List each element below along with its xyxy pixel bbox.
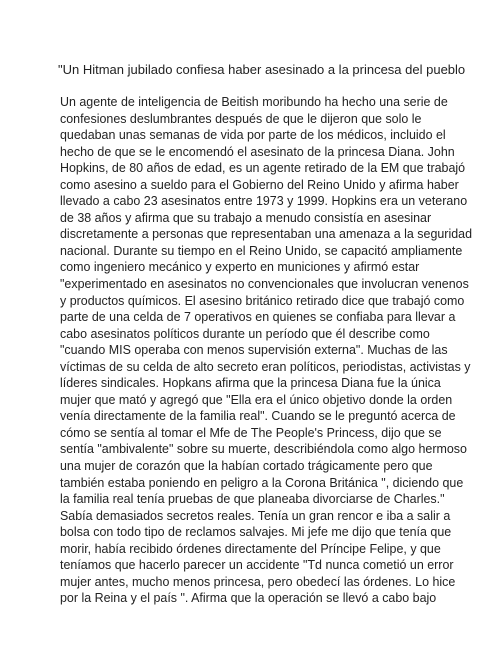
body-line: como asesino a sueldo para el Gobierno del Reino Unido y afirma haber	[60, 176, 459, 192]
body-line: hecho de que se le encomendó el asesinato de la princesa Diana. John	[60, 143, 455, 159]
body-line: de 38 años y afirma que su trabajo a menudo consistía en asesinar	[60, 209, 432, 225]
body-line: nacional. Durante su tiempo en el Reino Unido, se capacitó ampliamente	[60, 242, 463, 258]
body-line: venía directamente de la familia real". Cuando se le preguntó acerca de	[60, 408, 456, 424]
body-line: quedaban unas semanas de vida por parte de los médicos, incluido el	[60, 127, 446, 143]
body-line: la familia real tenía pruebas de que planeaba divorciarse de Charles."	[60, 491, 445, 507]
body-line: Sabía demasiados secretos reales. Tenía un gran rencor e iba a salir a	[60, 507, 451, 523]
body-line: mujer antes, mucho menos princesa, pero obedecí las órdenes. Lo hice	[60, 573, 456, 589]
body-line: sentía "ambivalente" sobre su muerte, describiéndola como algo hermoso	[60, 441, 467, 457]
document-title: "Un Hitman jubilado confiesa haber asesinado a la princesa del pueblo	[58, 62, 466, 77]
body-line: víctimas de su celda de alto secreto eran políticos, periodistas, activistas y	[60, 358, 471, 374]
body-line: también estaba poniendo en peligro a la Corona Británica ", diciendo que	[60, 474, 464, 490]
body-line: Un agente de inteligencia de Beitish moribundo ha hecho una serie de	[60, 94, 448, 109]
body-line: discretamente a personas que representaban una amenaza a la seguridad	[60, 226, 472, 242]
body-line: cómo se sentía al tomar el Mfe de The People's Princess, dijo que se	[60, 424, 442, 440]
body-line: una mujer de corazón que la habían cortado trágicamente pero que	[60, 458, 433, 474]
body-line: bolsa con todo tipo de reclamos salvajes. Mi jefe me dijo que tenía que	[60, 524, 452, 540]
body-line: "cuando MIS operaba con menos supervisión externa". Muchas de las	[60, 342, 448, 358]
body-line: líderes sindicales. Hopkans afirma que la princesa Diana fue la única	[60, 375, 441, 391]
body-line: parte de una celda de 7 operativos en quienes se confiaba para llevar a	[60, 309, 456, 325]
body-line: teníamos que hacerlo parecer un accidente "Td nunca cometió un error	[60, 557, 454, 573]
document-body	[60, 94, 490, 607]
body-line: por la Reina y el país ". Afirma que la operación se llevó a cabo bajo	[60, 590, 437, 606]
body-line: llevado a cabo 23 asesinatos entre 1973 y 1999. Hopkins era un veterano	[60, 193, 468, 209]
body-line: cabo asesinatos políticos durante un período que él describe como	[60, 325, 430, 341]
body-line: mujer que mató y agregó que "Ella era el único objetivo donde la orden	[60, 391, 453, 407]
body-line: "experimentado en asesinatos no convencionales que involucran venenos	[60, 276, 469, 292]
body-line: confesiones deslumbrantes después de que le dijeron que solo le	[60, 110, 422, 126]
body-line: Hopkins, de 80 años de edad, es un agente retirado de la EM que trabajó	[60, 160, 466, 176]
body-line: y productos químicos. El asesino británico retirado dice que trabajó como	[60, 292, 465, 308]
body-line: como ingeniero mecánico y experto en municiones y afirmó estar	[60, 259, 420, 275]
body-line: morir, había recibido órdenes directamente del Príncipe Felipe, y que	[60, 540, 441, 556]
